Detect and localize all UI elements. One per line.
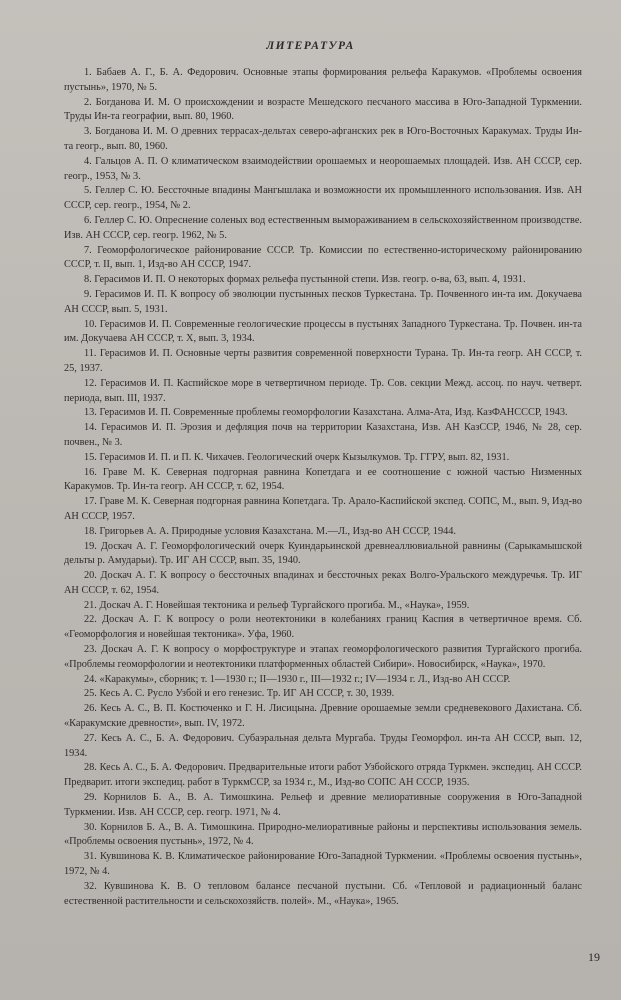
reference-item: 23. Доскач А. Г. К вопросу о морфоструктуре и этапах геоморфологического развития Тургайского прогиба. «Проблемы геоморфологии и неотектоники платформенных областей Сибири». Новосибирск, «Наука», 1970. <box>64 644 582 670</box>
reference-item: 3. Богданова И. М. О древних террасах-дельтах северо-афганских рек в Юго-Восточных Каракумах. Труды Ин-та геогр., вып. 80, 1960. <box>64 126 582 152</box>
reference-item: 14. Герасимов И. П. Эрозия и дефляция почв на территории Казахстана, Изв. АН КазССР, 1946, № 28, сер. почвен., № 3. <box>64 422 582 448</box>
reference-item: 10. Герасимов И. П. Современные геологические процессы в пустынях Западного Туркестана. Тр. Почвен. ин-та им. Докучаева АН СССР, т. X, вып. 3, 1934. <box>64 318 582 345</box>
reference-item: 22. Доскач А. Г. К вопросу о роли неотектоники в колебаниях границ Каспия в четвертичное время. Сб. «Геоморфология и новейшая тектоника». Уфа, 1960. <box>64 614 582 641</box>
reference-item: 4. Гальцов А. П. О климатическом взаимодействии орошаемых и неорошаемых площадей. Изв. АН СССР, сер. геогр., 1953, № 3. <box>64 155 582 182</box>
reference-item: 13. Герасимов И. П. Современные проблемы геоморфологии Казахстана. Алма-Ата, Изд. КазФАНСССР, 1943. <box>84 407 568 419</box>
reference-item: 2. Богданова И. М. О происхождении и возрасте Мешедского песчаного массива в Юго-Западной Туркмении. Труды Ин-та географии, вып. 80, 1960. <box>64 96 582 123</box>
page-title: ЛИТЕРАТУРА <box>266 40 355 52</box>
reference-item: 25. Кесь А. С. Русло Узбой и его генезис. Тр. ИГ АН СССР, т. 30, 1939. <box>84 688 395 700</box>
reference-item: 16. Граве М. К. Северная подгорная равнина Копетдага и ее соотношение с южной частью Низменных Каракумов. Тр. Ин-та геогр. АН СССР, т. 62, 1954. <box>64 466 582 493</box>
reference-item: 20. Доскач А. Г. К вопросу о бессточных впадинах и бессточных реках Волго-Уральского междуречья. Тр. ИГ АН СССР, т. 62, 1954. <box>64 570 582 596</box>
reference-item: 12. Герасимов И. П. Каспийское море в четвертичном периоде. Тр. Сов. секции Межд. ассоц. по науч. четверт. периода, вып. III, 1937. <box>64 377 582 404</box>
reference-item: 18. Григорьев А. А. Природные условия Казахстана. М.—Л., Изд-во АН СССР, 1944. <box>84 525 456 537</box>
reference-item: 11. Герасимов И. П. Основные черты развития современной поверхности Турана. Тр. Ин-та геогр. АН СССР, т. 25, 1937. <box>64 348 582 374</box>
reference-item: 24. «Каракумы», сборник; т. 1—1930 г.; II—1930 г., III—1932 г.; IV—1934 г. Л., Изд-во АН СССР. <box>84 673 511 685</box>
reference-item: 15. Герасимов И. П. и П. К. Чихачев. Геологический очерк Кызылкумов. Тр. ГГРУ, вып. 82, 1931. <box>84 451 510 463</box>
reference-item: 17. Граве М. К. Северная подгорная равнина Копетдага. Тр. Арало-Каспийской экспед. СОПС, М., вып. 9, Изд-во АН СССР, 1957. <box>64 496 582 522</box>
reference-item: 27. Кесь А. С., Б. А. Федорович. Субаэральная дельта Мургаба. Труды Геоморфол. ин-та АН СССР, вып. 12, 1934. <box>64 732 582 759</box>
reference-item: 32. Кувшинова К. В. О тепловом балансе песчаной пустыни. Сб. «Тепловой и радиационный баланс естественной растительности и сельскохозяйств. полей». М., «Наука», 1965. <box>64 880 582 907</box>
reference-item: 31. Кувшинова К. В. Климатическое районирование Юго-Западной Туркмении. «Проблемы освоения пустынь», 1972, № 4. <box>64 851 582 878</box>
reference-item: 26. Кесь А. С., В. П. Костюченко и Г. Н. Лисицына. Древние орошаемые земли средневекового Дахистана. Сб. «Каракумские древности», вып. IV, 1972. <box>64 703 582 730</box>
reference-item: 8. Герасимов И. П. О некоторых формах рельефа пустынной степи. Изв. геогр. о-ва, 63, вып. 4, 1931. <box>84 274 526 286</box>
reference-item: 7. Геоморфологическое районирование СССР. Тр. Комиссии по естественно-историческому районированию СССР, т. II, вып. 1, Изд-во АН СССР, 1947. <box>64 244 582 271</box>
reference-item: 1. Бабаев А. Г., Б. А. Федорович. Основные этапы формирования рельефа Каракумов. «Проблемы освоения пустынь», 1970, № 5. <box>64 67 582 93</box>
reference-item: 5. Геллер С. Ю. Бессточные впадины Мангышлака и возможности их промышленного использования. Изв. АН СССР, сер. геогр., 1954, № 2. <box>64 185 582 212</box>
reference-item: 19. Доскач А. Г. Геоморфологический очерк Куиндарьинской древнеаллювиальной равнины (Сарыкамышской дельты р. Амударьи). Тр. ИГ АН СССР, вып. 35, 1940. <box>64 540 582 567</box>
reference-list <box>64 66 582 909</box>
page-number: 19 <box>588 950 600 964</box>
reference-item: 21. Доскач А. Г. Новейшая тектоника и рельеф Тургайского прогиба. М., «Наука», 1959. <box>84 599 470 611</box>
reference-item: 29. Корнилов Б. А., В. А. Тимошкина. Рельеф и древние мелиоративные сооружения в Юго-Западной Туркмении. Изв. АН СССР, сер. геогр. 1971, № 4. <box>64 792 582 818</box>
reference-item: 30. Корнилов Б. А., В. А. Тимошкина. Природно-мелиоративные районы и перспективы использования земель. «Проблемы освоения пустынь», 1972, № 4. <box>64 821 582 848</box>
reference-item: 6. Геллер С. Ю. Опреснение соленых вод естественным вымораживанием в сельскохозяйственном производстве. Изв. АН СССР, сер. геогр. 1962, № 5. <box>64 214 582 241</box>
reference-item: 9. Герасимов И. П. К вопросу об эволюции пустынных песков Туркестана. Тр. Почвенного ин-та им. Докучаева АН СССР, вып. 5, 1931. <box>64 288 582 315</box>
reference-item: 28. Кесь А. С., Б. А. Федорович. Предварительные итоги работ Узбойского отряда Туркмен. экспедиц. АН СССР. Предварит. итоги экспедиц. работ в ТуркмССР, за 1934 г., М., Изд-во СОПС АН СССР, 1935. <box>64 762 582 789</box>
